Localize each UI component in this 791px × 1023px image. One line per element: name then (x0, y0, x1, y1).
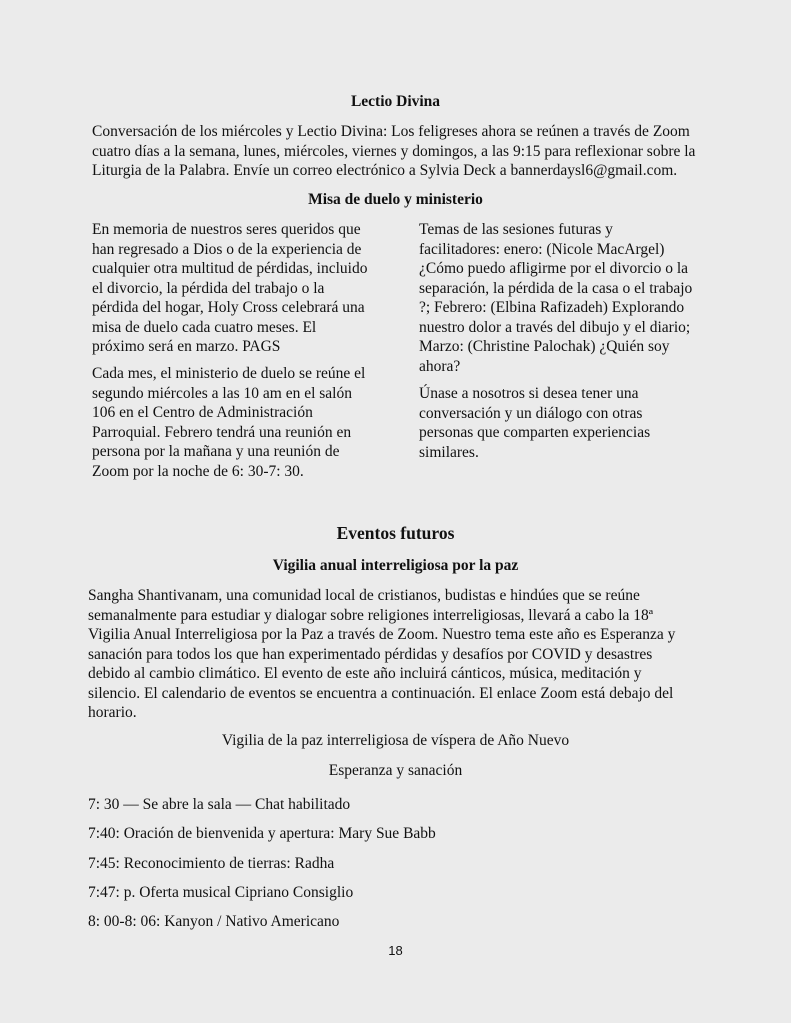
text-line: personas que comparten experiencias (419, 424, 651, 441)
text-line: Sangha Shantivanam, una comunidad local de cristianos, budistas e hindúes que se reúne (88, 587, 640, 604)
misa-title: Misa de duelo y ministerio (308, 191, 483, 208)
text-line: silencio. El calendario de eventos se encuentra a continuación. El enlace Zoom está debajo del (88, 684, 674, 702)
text-line: Únase a nosotros si desea tener una (419, 385, 639, 402)
misa-right-p1 (419, 220, 692, 376)
text-line: segundo miércoles a las 10 am en el salón (92, 384, 352, 402)
text-line: pérdida del hogar, Holy Cross celebrará una (92, 299, 365, 316)
text-line: Cada mes, el ministerio de duelo se reúne el (92, 365, 366, 382)
text-line: similares. (419, 443, 479, 461)
text-line: nuestro dolor a través del dibujo y el diario; (419, 318, 691, 336)
text-line: Vigilia Anual Interreligiosa por la Paz a través de Zoom. Nuestro tema este año es Esperanza y (88, 626, 676, 643)
misa-right-p2 (419, 384, 650, 462)
text-line: sanación para todos los que han experimentado pérdidas y desafíos por COVID y desastres (88, 645, 653, 663)
text-line: Zoom por la noche de 6: 30-7: 30. (92, 462, 304, 480)
text-line: cuatro días a la semana, lunes, miércoles, viernes y domingos, a las 9:15 para reflexionar sobre la (92, 142, 696, 160)
text-line: Conversación de los miércoles y Lectio Divina: Los feligreses ahora se reúnen a través de Zoom (92, 123, 690, 140)
text-line: Marzo: (Christine Palochak) ¿Quién soy (419, 338, 670, 355)
text-line: misa de duelo cada cuatro meses. El (92, 318, 317, 336)
text-line: Liturgia de la Palabra. Envíe un correo electrónico a Sylvia Deck a bannerdaysl6@gmail.com. (92, 162, 678, 179)
text-line: próximo será en marzo. PAGS (92, 338, 281, 355)
text-line: ¿Cómo puedo afligirme por el divorcio o la (419, 260, 689, 277)
text-line: persona por la mañana y una reunión de (92, 443, 340, 460)
text-line: conversación y un diálogo con otras (419, 404, 643, 422)
vigilia-paragraph (88, 586, 675, 723)
text-line: Temas de las sesiones futuras y (419, 221, 613, 238)
schedule-item: 7:47: p. Oferta musical Cipriano Consiglio (88, 883, 354, 901)
misa-left-p1 (92, 220, 367, 357)
schedule-item: 7:40: Oración de bienvenida y apertura: Mary Sue Babb (88, 825, 436, 843)
vigilia-subtitle: Vigilia anual interreligiosa por la paz (272, 557, 519, 574)
eventos-title: Eventos futuros (336, 523, 455, 543)
text-line: han regresado a Dios o de la experiencia de (92, 240, 362, 258)
page-number: 18 (388, 943, 403, 958)
vigilia-center-title: Vigilia de la paz interreligiosa de víspera de Año Nuevo (221, 732, 570, 749)
lectio-paragraph (92, 122, 695, 181)
schedule-list (88, 790, 436, 936)
misa-left-p2 (92, 364, 365, 481)
text-line: ahora? (419, 357, 461, 375)
schedule-item: 7:45: Reconocimiento de tierras: Radha (88, 854, 335, 872)
text-line: el divorcio, la pérdida del trabajo o la (92, 279, 325, 297)
schedule-item: 7: 30 — Se abre la sala — Chat habilitado (88, 796, 351, 813)
text-line: facilitadores: enero: (Nicole MacArgel) (419, 240, 665, 258)
text-line: horario. (88, 704, 137, 721)
text-line: debido al cambio climático. El evento de este año incluirá cánticos, música, meditación y (88, 665, 642, 682)
text-line: cualquier otra multitud de pérdidas, incluido (92, 260, 368, 277)
text-line: ?; Febrero: (Elbina Rafizadeh) Explorando (419, 299, 685, 316)
text-line: Parroquial. Febrero tendrá una reunión en (92, 423, 352, 441)
text-line: 106 en el Centro de Administración (92, 404, 313, 421)
text-line: separación, la pérdida de la casa o el trabajo (419, 279, 693, 297)
vigilia-theme: Esperanza y sanación (328, 762, 463, 779)
text-line: En memoria de nuestros seres queridos que (92, 221, 361, 238)
schedule-item: 8: 00-8: 06: Kanyon / Nativo Americano (88, 913, 340, 931)
text-line: semanalmente para estudiar y dialogar sobre religiones interreligiosas, llevará a cabo la 18ª (88, 606, 654, 624)
lectio-title: Lectio Divina (350, 93, 441, 110)
